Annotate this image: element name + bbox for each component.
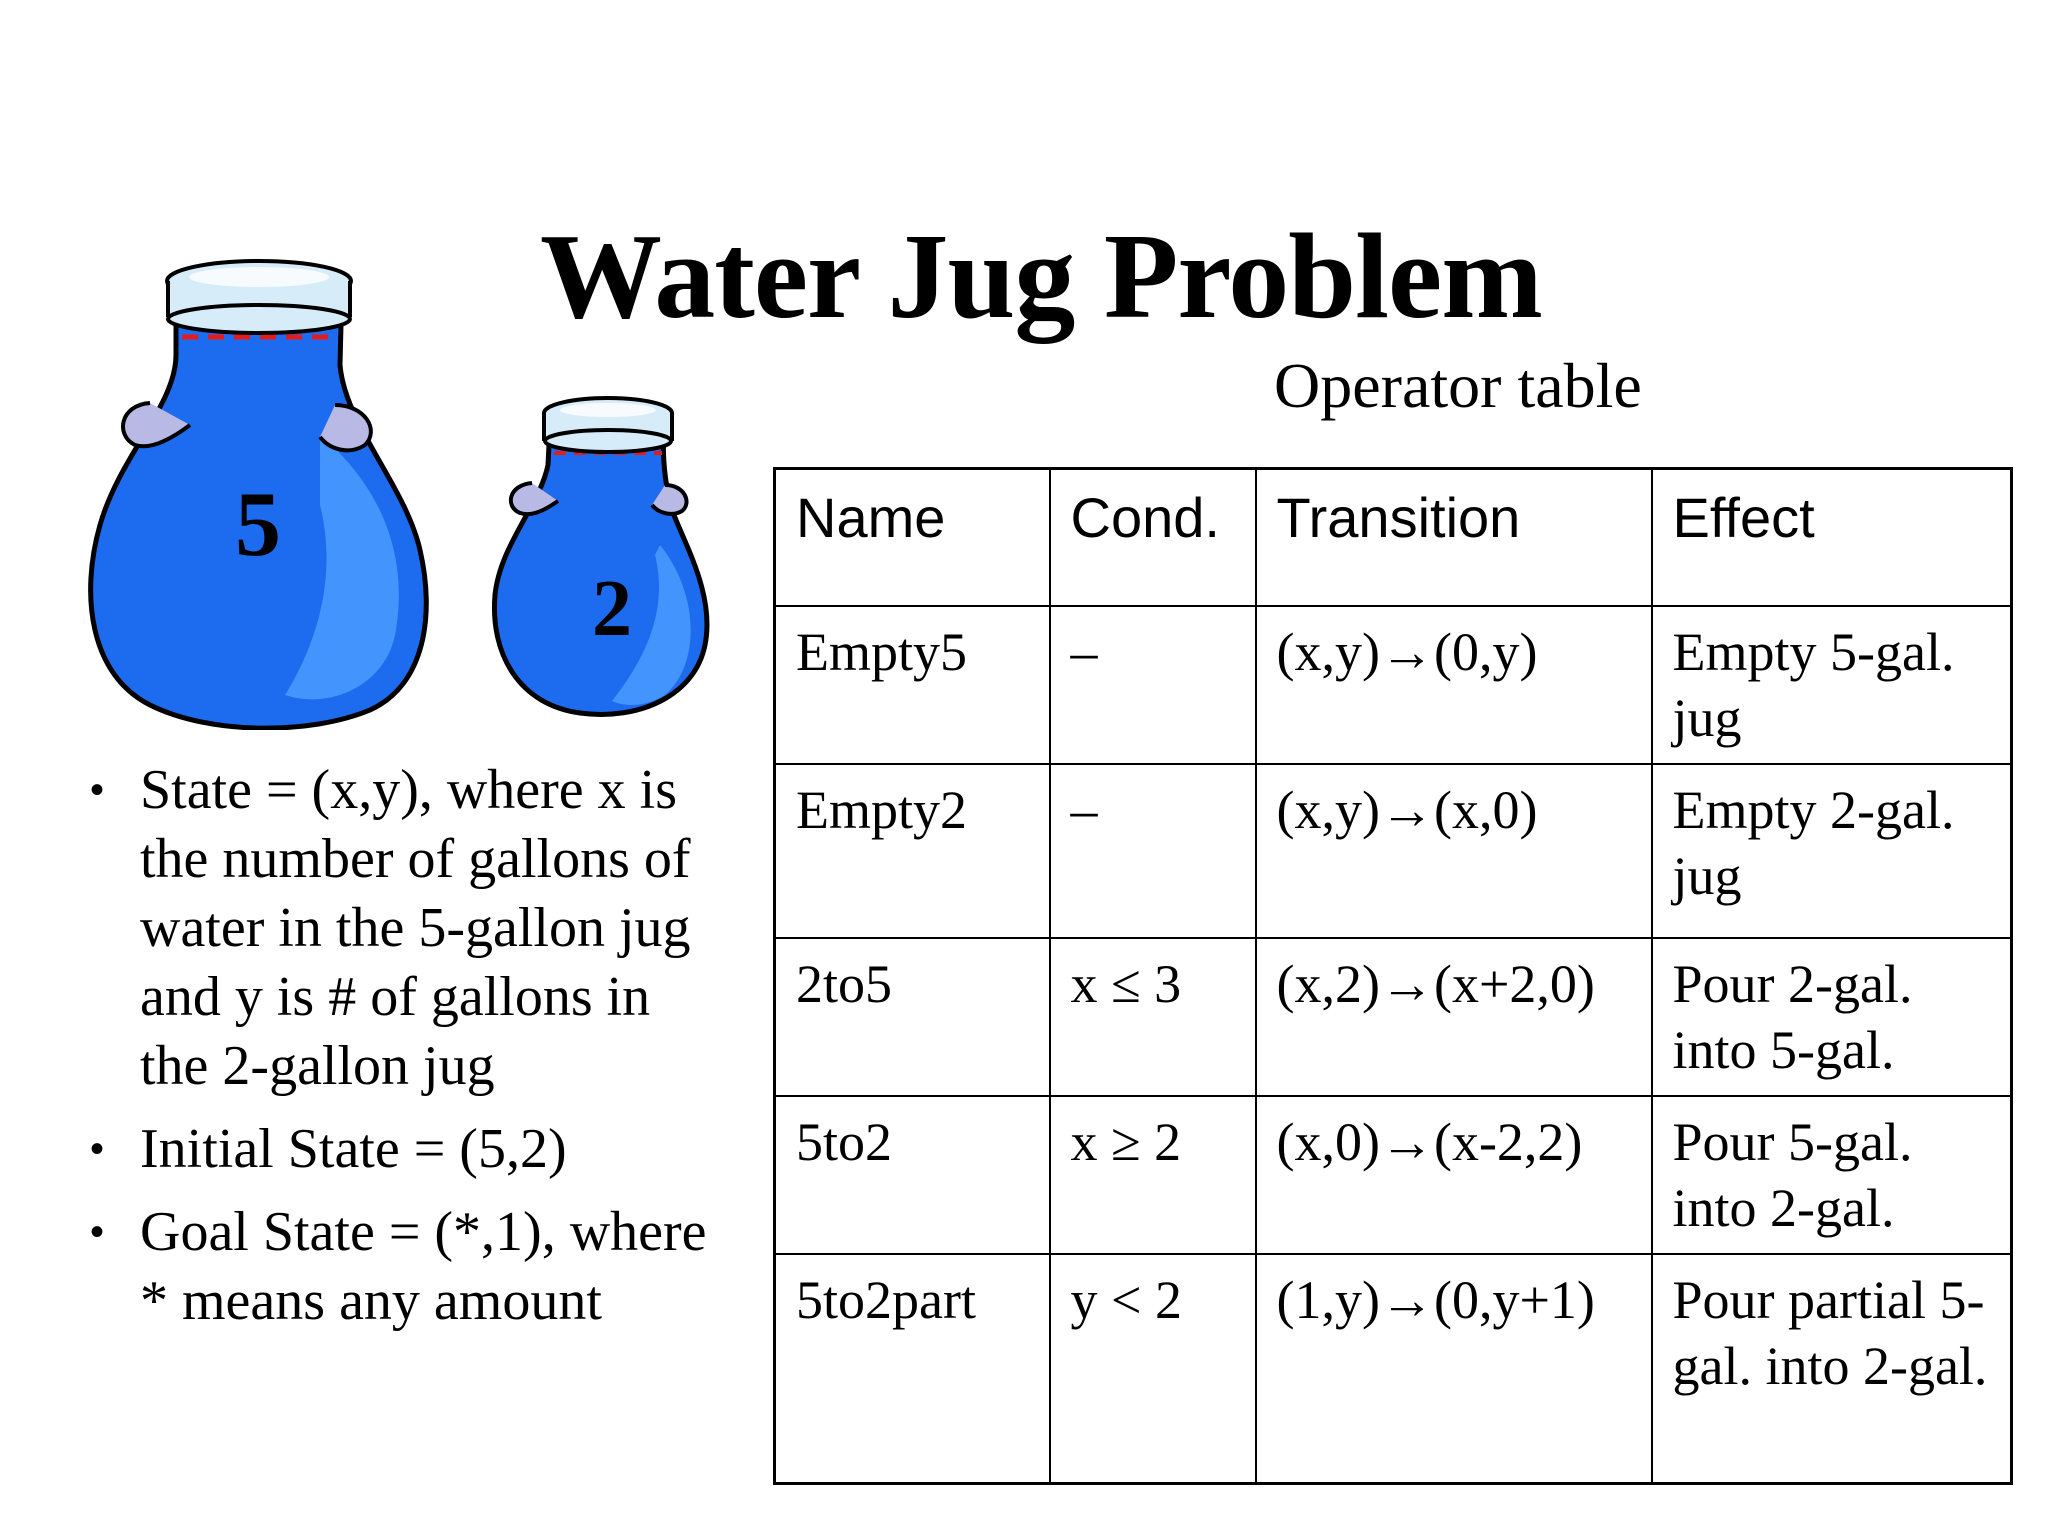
table-caption: Operator table	[1274, 350, 1642, 421]
operator-table	[773, 467, 2013, 1485]
cell-transition: (x,y)→(0,y)	[1256, 606, 1652, 764]
jug-2-label: 2	[592, 565, 632, 653]
cell-transition: (x,2)→(x+2,0)	[1256, 938, 1652, 1096]
header-effect: Effect	[1652, 469, 2012, 606]
cell-cond: –	[1050, 764, 1256, 938]
slide-title: Water Jug Problem	[540, 209, 1542, 344]
cell-effect: Pour 5-gal. into 2-gal.	[1652, 1096, 2012, 1254]
cell-name: Empty5	[775, 606, 1050, 764]
bullet-dot-icon: •	[90, 1127, 105, 1171]
header-cond: Cond.	[1050, 469, 1256, 606]
bullet-item	[78, 756, 718, 1101]
table-row	[775, 938, 2012, 1096]
bullet-list	[78, 756, 718, 1350]
cell-name: 5to2part	[775, 1254, 1050, 1484]
cell-effect: Empty 2-gal. jug	[1652, 764, 2012, 938]
cell-cond: –	[1050, 606, 1256, 764]
bullet-text: Goal State = (*,1), where * means any amount	[140, 1201, 707, 1332]
cell-transition: (1,y)→(0,y+1)	[1256, 1254, 1652, 1484]
table-header-row	[775, 469, 2012, 606]
cell-name: 5to2	[775, 1096, 1050, 1254]
bullet-text: Initial State = (5,2)	[140, 1118, 567, 1180]
cell-transition: (x,y)→(x,0)	[1256, 764, 1652, 938]
water-jugs-illustration	[80, 255, 740, 730]
cell-effect: Empty 5-gal. jug	[1652, 606, 2012, 764]
cell-cond: x ≤ 3	[1050, 938, 1256, 1096]
table-row	[775, 764, 2012, 938]
bullet-text: State = (x,y), where x is the number of gallons of water in the 5-gallon jug and y is # of gallons in the 2-gallon jug	[140, 759, 691, 1097]
bullet-dot-icon: •	[90, 1210, 105, 1254]
cell-name: Empty2	[775, 764, 1050, 938]
header-transition: Transition	[1256, 469, 1652, 606]
cell-name: 2to5	[775, 938, 1050, 1096]
jug-5-label: 5	[235, 473, 281, 575]
cell-transition: (x,0)→(x-2,2)	[1256, 1096, 1652, 1254]
cell-effect: Pour partial 5-gal. into 2-gal.	[1652, 1254, 2012, 1484]
table-row	[775, 1254, 2012, 1484]
header-name: Name	[775, 469, 1050, 606]
bullet-item	[78, 1115, 718, 1184]
jug-5-gallon-icon	[91, 261, 427, 728]
bullet-item	[78, 1198, 718, 1336]
cell-cond: x ≥ 2	[1050, 1096, 1256, 1254]
bullet-dot-icon: •	[90, 768, 105, 812]
table-row	[775, 606, 2012, 764]
table-row	[775, 1096, 2012, 1254]
jug-2-gallon-icon	[494, 398, 707, 714]
cell-cond: y < 2	[1050, 1254, 1256, 1484]
cell-effect: Pour 2-gal. into 5-gal.	[1652, 938, 2012, 1096]
